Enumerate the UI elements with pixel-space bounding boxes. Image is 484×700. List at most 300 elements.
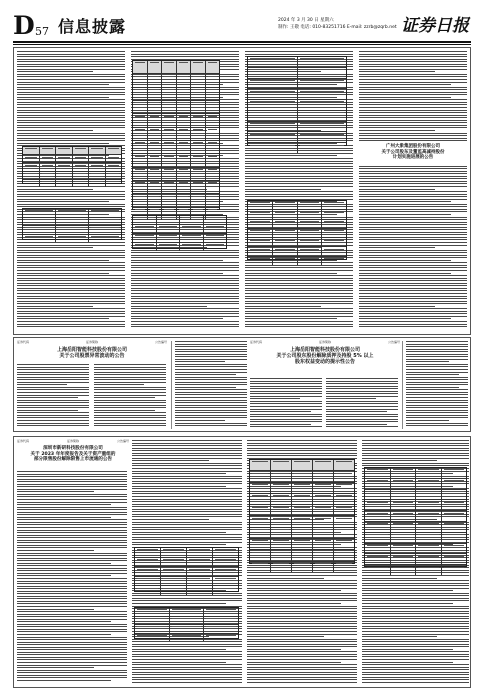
text-line — [17, 540, 127, 541]
text-line — [132, 471, 242, 472]
text-line — [175, 354, 247, 355]
table-cell — [187, 558, 213, 567]
table-cell — [133, 88, 148, 100]
text-line — [132, 516, 242, 517]
text-line — [17, 255, 125, 256]
text-line — [359, 194, 467, 195]
text-line — [132, 488, 242, 489]
text-line — [17, 71, 93, 72]
table-cell — [248, 238, 273, 246]
text-line — [362, 590, 453, 591]
text-line — [362, 667, 469, 668]
text-line — [17, 402, 89, 403]
table-cell — [292, 528, 313, 538]
table-cell — [206, 61, 220, 73]
text-line — [362, 453, 469, 454]
text-line — [362, 618, 469, 619]
table-cell — [250, 460, 271, 470]
text-line — [326, 388, 398, 389]
table-cell — [170, 634, 205, 642]
text-line — [17, 665, 127, 666]
table-cell — [334, 505, 354, 515]
table-cell — [391, 490, 417, 500]
text-line — [326, 398, 376, 399]
text-line — [359, 245, 467, 246]
table-cell — [133, 216, 157, 224]
text-line — [17, 601, 127, 602]
table-cell — [292, 539, 313, 549]
text-line — [359, 201, 451, 202]
table-cell — [292, 483, 313, 493]
text-line — [406, 417, 468, 418]
text-line — [406, 410, 468, 411]
table-cell — [157, 243, 181, 251]
table-cell — [191, 114, 206, 126]
text-line — [132, 501, 242, 502]
text-line — [359, 308, 467, 309]
text-line — [247, 595, 357, 596]
text-line — [250, 419, 322, 420]
text-line — [326, 383, 398, 384]
text-line — [132, 463, 242, 464]
table-cell — [148, 194, 163, 206]
table-cell — [56, 180, 73, 187]
text-line — [247, 575, 357, 576]
text-line — [362, 606, 469, 607]
table-cell — [89, 155, 106, 162]
text-line — [175, 361, 225, 362]
text-line — [247, 616, 357, 617]
table-cell — [416, 522, 442, 532]
table-cell — [313, 516, 334, 526]
table-cell — [391, 511, 417, 521]
text-line — [406, 354, 468, 355]
text-line — [17, 486, 127, 487]
text-line — [17, 624, 127, 625]
text-line — [245, 166, 353, 167]
table-cell — [177, 61, 192, 73]
text-line — [131, 273, 223, 274]
text-line — [362, 448, 469, 449]
text-line — [94, 402, 166, 403]
data-table — [134, 607, 239, 639]
text-line — [94, 420, 166, 421]
text-line — [359, 219, 467, 220]
table-cell — [206, 154, 220, 166]
text-line — [406, 423, 468, 424]
text-line — [17, 637, 127, 638]
text-line — [247, 598, 357, 599]
table-cell — [298, 201, 323, 209]
table-cell — [187, 577, 213, 586]
table-cell — [162, 141, 177, 153]
table-cell — [148, 128, 163, 140]
text-line — [326, 396, 398, 397]
text-line — [359, 242, 467, 243]
text-line — [247, 578, 324, 579]
text-line — [245, 278, 353, 279]
text-line — [17, 514, 127, 515]
text-line — [359, 270, 467, 271]
text-line — [175, 349, 247, 350]
table-cell — [135, 548, 161, 557]
text-line — [17, 575, 111, 576]
text-line — [17, 191, 125, 192]
table-cell — [298, 89, 347, 99]
table-cell — [106, 147, 122, 154]
text-line — [245, 311, 353, 312]
table-cell — [442, 490, 467, 500]
text-line — [17, 316, 125, 317]
table-cell — [177, 154, 192, 166]
text-line — [250, 426, 322, 427]
text-line — [250, 381, 322, 382]
text-line — [406, 389, 468, 390]
table-cell — [177, 181, 192, 193]
data-table — [364, 467, 467, 567]
text-line — [359, 92, 467, 93]
text-line — [131, 318, 223, 319]
text-line — [247, 608, 357, 609]
text-line — [17, 626, 127, 627]
text-line — [406, 415, 468, 416]
text-line — [362, 440, 469, 441]
text-line — [247, 641, 357, 642]
table-cell — [248, 201, 273, 209]
text-line — [245, 326, 353, 327]
table-cell — [177, 101, 192, 113]
text-line — [245, 324, 353, 325]
text-line — [17, 290, 125, 291]
text-line — [132, 448, 242, 449]
text-line — [17, 99, 125, 100]
text-line — [245, 183, 353, 184]
text-line — [362, 463, 469, 464]
text-line — [245, 321, 353, 322]
text-line — [250, 393, 322, 394]
text-line — [17, 257, 125, 258]
text-line — [17, 94, 125, 95]
text-line — [17, 512, 127, 513]
table-cell — [365, 544, 391, 554]
text-line — [17, 79, 125, 80]
text-line — [17, 125, 125, 126]
text-line — [17, 107, 125, 108]
text-line — [175, 407, 247, 408]
text-line — [17, 308, 125, 309]
text-line — [17, 138, 125, 139]
text-line — [245, 273, 337, 274]
table-cell — [133, 141, 148, 153]
text-line — [175, 423, 247, 424]
table-cell — [206, 181, 220, 193]
text-line — [17, 558, 127, 559]
table-cell — [56, 226, 89, 234]
table-cell — [292, 505, 313, 515]
text-line — [406, 372, 468, 373]
text-line — [17, 374, 89, 375]
text-line — [359, 181, 467, 182]
table-cell — [204, 234, 227, 242]
text-line — [406, 397, 468, 398]
text-line — [406, 387, 459, 388]
text-line — [17, 112, 125, 113]
text-line — [362, 662, 453, 663]
text-line — [406, 361, 449, 362]
table-cell — [313, 505, 334, 515]
text-line — [359, 99, 467, 100]
table-cell — [313, 494, 334, 504]
text-line — [175, 402, 247, 403]
table-cell — [322, 220, 346, 228]
table-cell — [271, 516, 292, 526]
table-cell — [89, 172, 106, 179]
table-cell — [135, 617, 170, 625]
text-line — [362, 679, 469, 680]
text-line — [359, 301, 467, 302]
text-line — [132, 483, 242, 484]
table-cell — [133, 74, 148, 86]
text-line — [245, 168, 353, 169]
text-line — [17, 61, 125, 62]
text-line — [17, 654, 127, 655]
text-line — [359, 189, 435, 190]
text-column — [326, 378, 398, 430]
text-line — [17, 555, 127, 556]
table-cell — [133, 154, 148, 166]
text-line — [359, 64, 467, 65]
text-line — [359, 311, 467, 312]
text-line — [247, 455, 357, 456]
table-cell — [273, 229, 298, 237]
text-line — [247, 450, 357, 451]
text-line — [326, 393, 398, 394]
notice-item — [250, 340, 400, 368]
text-line — [17, 578, 127, 579]
notice-headline: 上海岳阳智能科技股份有限公司 关于公司股票异常波动的公告 — [56, 347, 127, 359]
text-line — [326, 401, 398, 402]
table-cell — [271, 471, 292, 481]
text-line — [132, 445, 242, 446]
table-cell — [191, 128, 206, 140]
text-line — [17, 377, 89, 378]
text-line — [250, 401, 322, 402]
table-cell — [204, 243, 227, 251]
text-line — [245, 186, 353, 187]
table-cell — [170, 608, 205, 616]
text-line — [362, 460, 437, 461]
text-line — [245, 176, 353, 177]
text-line — [17, 405, 89, 406]
table-cell — [135, 634, 170, 642]
table-cell — [162, 88, 177, 100]
text-line — [245, 158, 353, 159]
text-line — [132, 544, 226, 545]
text-line — [132, 595, 242, 596]
text-line — [17, 127, 125, 128]
text-line — [247, 448, 357, 449]
text-line — [245, 293, 353, 294]
table-cell — [191, 181, 206, 193]
text-line — [362, 636, 437, 637]
text-line — [250, 388, 322, 389]
text-line — [359, 267, 467, 268]
text-line — [17, 616, 127, 617]
text-line — [132, 672, 242, 673]
table-cell — [187, 586, 213, 595]
text-line — [17, 662, 127, 663]
text-line — [17, 194, 125, 195]
text-line — [359, 209, 467, 210]
text-line — [245, 161, 353, 162]
text-line — [132, 450, 242, 451]
text-line — [359, 56, 467, 57]
text-line — [359, 290, 467, 291]
table-cell — [133, 194, 148, 206]
text-line — [132, 679, 242, 680]
table-cell — [250, 483, 271, 493]
text-line — [362, 603, 453, 604]
text-line — [17, 387, 89, 388]
text-line — [131, 324, 239, 325]
text-line — [359, 217, 467, 218]
text-line — [17, 384, 67, 385]
text-line — [247, 618, 357, 619]
text-line — [17, 504, 111, 505]
text-line — [362, 613, 469, 614]
text-line — [359, 61, 467, 62]
text-line — [17, 570, 127, 571]
text-line — [131, 285, 239, 286]
text-line — [359, 252, 467, 253]
text-line — [94, 389, 166, 390]
text-line — [359, 104, 467, 105]
text-line — [406, 400, 468, 401]
text-line — [175, 356, 247, 357]
table-cell — [133, 128, 148, 140]
table-cell — [298, 122, 347, 132]
text-line — [17, 593, 127, 594]
text-line — [359, 66, 467, 67]
text-line — [359, 71, 435, 72]
table-cell — [298, 68, 347, 78]
text-line — [326, 414, 398, 415]
text-line — [247, 611, 357, 612]
text-line — [250, 414, 322, 415]
text-line — [94, 369, 166, 370]
text-line — [17, 298, 125, 299]
text-line — [247, 654, 357, 655]
text-line — [245, 270, 353, 271]
text-line — [326, 386, 398, 387]
table-cell — [248, 229, 273, 237]
table-cell — [148, 141, 163, 153]
text-line — [17, 476, 127, 477]
text-line — [131, 316, 239, 317]
table-cell — [322, 238, 346, 246]
text-line — [359, 214, 451, 215]
table-cell — [204, 634, 238, 642]
text-line — [132, 493, 242, 494]
page-number: 57 — [35, 25, 49, 38]
table-cell — [56, 172, 73, 179]
text-line — [131, 255, 239, 256]
text-line — [131, 257, 239, 258]
table-cell — [213, 577, 238, 586]
text-line — [247, 636, 324, 637]
text-line — [131, 56, 239, 57]
text-line — [132, 504, 242, 505]
text-column-1 — [17, 51, 125, 331]
text-line — [362, 628, 469, 629]
text-line — [247, 590, 341, 591]
text-line — [359, 199, 467, 200]
table-cell — [391, 522, 417, 532]
text-line — [17, 471, 127, 472]
text-line — [131, 267, 239, 268]
text-line — [132, 478, 242, 479]
text-line — [359, 191, 467, 192]
table-cell — [206, 194, 220, 206]
data-table — [134, 547, 239, 592]
data-table — [132, 215, 227, 249]
text-line — [132, 460, 209, 461]
table-cell — [133, 181, 148, 193]
text-line — [94, 382, 166, 383]
text-line — [17, 611, 127, 612]
table-cell — [161, 586, 187, 595]
text-line — [17, 496, 127, 497]
text-line — [359, 229, 467, 230]
table-cell — [148, 154, 163, 166]
text-line — [17, 545, 127, 546]
text-line — [17, 69, 125, 70]
text-line — [247, 659, 357, 660]
text-line — [17, 275, 125, 276]
text-line — [245, 316, 353, 317]
table-cell — [133, 234, 157, 242]
notice-headline: 上海岳阳智能科技股份有限公司 关于公司股东股份解除质押及持股 5% 以上 股东权益变动的提示性公告 — [276, 347, 374, 365]
table-cell — [204, 225, 227, 233]
text-line — [175, 382, 247, 383]
table-cell — [334, 516, 354, 526]
text-line — [132, 654, 242, 655]
table-cell — [162, 61, 177, 73]
table-cell — [273, 238, 298, 246]
text-line — [245, 189, 321, 190]
text-line — [359, 293, 467, 294]
text-line — [17, 66, 125, 67]
text-line — [359, 89, 467, 90]
text-line — [17, 196, 125, 197]
text-line — [17, 296, 125, 297]
text-line — [17, 532, 127, 533]
table-cell — [248, 111, 298, 121]
text-line — [406, 356, 468, 357]
text-line — [359, 120, 467, 121]
text-line — [132, 641, 242, 642]
table-cell — [292, 460, 313, 470]
text-line — [362, 644, 469, 645]
text-line — [94, 377, 166, 378]
text-line — [17, 412, 89, 413]
text-line — [94, 392, 166, 393]
text-line — [94, 423, 166, 424]
text-line — [131, 270, 239, 271]
text-line — [362, 654, 469, 655]
text-line — [247, 679, 357, 680]
text-line — [359, 51, 467, 52]
